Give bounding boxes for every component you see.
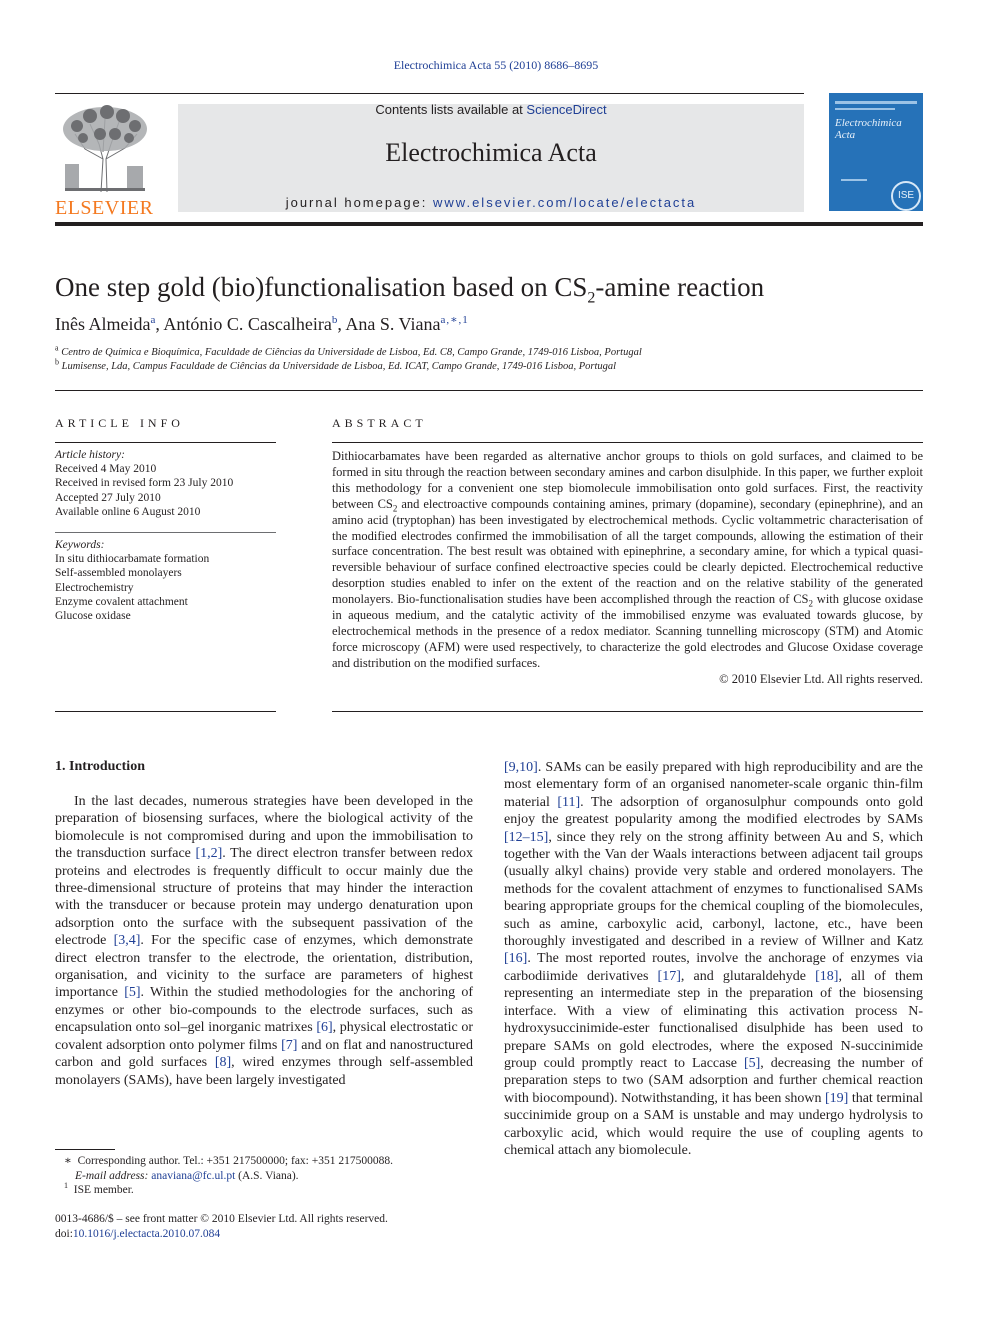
article-info-rule	[55, 442, 276, 443]
section-heading: 1. Introduction	[55, 759, 145, 774]
intro-left-column	[55, 793, 473, 1089]
reference-link[interactable]: [12–15]	[504, 829, 549, 845]
elsevier-tree-icon	[55, 104, 155, 194]
reference-link[interactable]: [11]	[557, 794, 581, 810]
cover-title: Electrochimica Acta	[835, 117, 902, 141]
elsevier-wordmark: ELSEVIER	[55, 197, 154, 219]
abstract-heading: ABSTRACT	[332, 416, 427, 430]
body-text: . Within the studied methodologies for the anchoring of enzymes or other bio-compounds to the electrode surfaces, such as encapsulation onto sol–gel inorganic matrixes	[55, 985, 473, 1036]
author-list: Inês Almeida$^a$, António C. Cascalheira$^b$, Ana S. Viana$^{a,∗,1}$	[55, 314, 469, 334]
sciencedirect-link[interactable]: ScienceDirect	[526, 102, 607, 117]
body-text: , all of them representing an intermediate step in the preparation of the biosensing interface. With a view of eliminating this activation process N-hydroxysuccinimide-ester functionalised disulphide has been used to prepare SAMs on gold electrodes, where the exposed N-succinimide group could promptly react to Laccase	[504, 968, 923, 1071]
header-rule	[55, 93, 804, 94]
history-item: Received in revised form 23 July 2010	[55, 477, 234, 490]
reference-link[interactable]: [1,2]	[195, 846, 223, 862]
journal-cover[interactable]	[829, 93, 923, 211]
email-link[interactable]: anaviana@fc.ul.pt	[151, 1169, 236, 1182]
abstract-text: Dithiocarbamates have been regarded as alternative anchor groups to thiols on gold surfaces, and claimed to be formed in situ through the reaction between secondary amines and carbon disulphide. In this paper, we further exploit this methodology for a convenient one step biomolecule immobilisation onto gold surfaces. First, the reactivity between $CS_2$ and electroactive compounds containing amines, primary (dopamine), secondary (epinephrine), and an amino acid (tryptophan) has been investigated by electrochemical methods. Cyclic voltammetric characterisation of the modified electrodes confirmed the immobilisation of all the target compounds, allowing the estimation of their surface concentration. The best result was obtained with epinephrine, a secondary amine, for which a typical quasi-reversible behaviour of surface confined electroactive species could be clearly depicted. Electrochemical reductive desorption studies enabled to infer on the extent of the reaction and on the relative stability of the generated monolayers. Bio-functionalisation studies have been accomplished through the reaction of $CS_2$ with glucose oxidase in aqueous medium, and the catalytic activity of the immobilised enzyme was evaluated towards glucose, by electrochemical methods in the presence of a redox mediator. Scanning tunnelling microscopy (STM) and Atomic force microscopy (AFM) were used respectively, to characterize the gold electrodes and Glucose Oxidase coverage and distribution on the modified surfaces. © 2010 Elsevier Ltd. All rights reserved.	[332, 449, 923, 686]
body-text: . The direct electron transfer between redox proteins and electrodes is frequently difficult to occur mainly due the three-dimensional structure of proteins that may hinder the interaction with the transducer or because protein may undergo denaturation upon adsorption onto the surface with the subsequent passivation of the electrode	[55, 846, 473, 949]
reference-link[interactable]: [5]	[743, 1055, 761, 1071]
reference-link[interactable]: [9,10]	[504, 760, 538, 775]
body-text: , decreasing the number of preparation steps to two (SAM adsorption and further chemical reaction with biocompound). Notwithstanding, it has been shown	[504, 1055, 923, 1106]
reference-link[interactable]: [18]	[815, 968, 839, 984]
reference-link[interactable]: [19]	[824, 1090, 849, 1106]
keyword: Electrochemistry	[55, 581, 134, 594]
history-item: Received 4 May 2010	[55, 463, 157, 476]
abstract-rule	[332, 442, 923, 443]
body-text: , since they rely on the strong affinity between Au and S, which together with the Van der Waals interactions between adjacent tail groups (usually alkyl chains) provide very stable and ordered monolayers. The methods for the covalent attachment of enzymes to functionalised SAMs bearing appropriate groups for the chemical coupling of the biomolecules, such as amine, carboxylic acid, carbonyl, lactone, etc., have been thoroughly investigated and described in a review of Willner and Katz	[504, 829, 923, 950]
affiliation-a: $^a$ Centro de Química e Bioquímica, Faculdade de Ciências da Universidade de Lisboa, Ed. C8, Campo Grande, 1749-016 Lisboa, Portugal	[55, 343, 642, 358]
history-item: Accepted 27 July 2010	[55, 491, 161, 504]
affiliation-rule	[55, 390, 923, 391]
body-text: . For the specific case of enzymes, which demonstrate direct electron transfer to the electrode, the orientation, distribution, organisation, and vicinity to the surface are parameters of highest importance	[55, 933, 474, 1001]
body-text: , and glutaraldehyde	[680, 968, 816, 984]
ise-badge-icon: ISE	[891, 181, 921, 211]
abstract-bottom-rule	[332, 711, 923, 712]
header-thick-rule	[55, 222, 923, 226]
author-name[interactable]: Inês Almeida	[55, 314, 151, 334]
keyword: Enzyme covalent attachment	[55, 595, 188, 608]
reference-link[interactable]: [5]	[124, 985, 141, 1001]
body-text: , wired enzymes through self-assembled monolayers (SAMs), have been largely investigated	[55, 1055, 473, 1088]
body-text: that terminal succinimide group on a SAM is unstable and may undergo hydrolysis to carboxylic acid, which would require the use of coupling agents to chemical attach any biomolecule.	[504, 1090, 923, 1158]
keywords-rule	[55, 532, 276, 533]
history-item: Available online 6 August 2010	[55, 505, 201, 518]
article-title: One step gold (bio)functionalisation based on $CS_2$-amine reaction	[55, 272, 765, 307]
reference-link[interactable]: [7]	[281, 1037, 298, 1053]
journal-homepage: journal homepage: www.elsevier.com/locate/electacta	[285, 195, 697, 210]
doi-link[interactable]: 10.1016/j.electacta.2010.07.084	[72, 1227, 221, 1240]
body-text: and on flat and nanostructured carbon and gold surfaces	[55, 1037, 473, 1071]
footnote-rule	[55, 1149, 115, 1150]
body-text: In the last decades, numerous strategies have been developed in the preparation of biosensing surfaces, where the biological activity of the biomolecule is not compromised during and upon the immobilisation to the transduction surface	[55, 794, 473, 862]
article-info-heading: ARTICLE INFO	[55, 416, 184, 430]
keyword: Glucose oxidase	[55, 610, 131, 623]
reference-link[interactable]: [6]	[316, 1020, 333, 1036]
contents-line: Contents lists available at ScienceDirect	[375, 102, 607, 117]
body-text: . The adsorption of organosulphur compounds onto gold enjoy the greatest popularity among the modified electrodes by SAMs	[504, 794, 923, 828]
homepage-link[interactable]: www.elsevier.com/locate/electacta	[433, 195, 697, 210]
body-text: . The most reported routes, involve the anchorage of enzymes via carbodiimide derivatives	[504, 951, 923, 984]
affiliation-b: $^b$ Lumisense, Lda, Campus Faculdade de Ciências da Universidade de Lisboa, Ed. ICAT, Campo Grande, 1749-016 Lisboa, Portugal	[55, 357, 617, 372]
article-history: Article history: Received 4 May 2010 Received in revised form 23 July 2010 Accepted 27 July 2010 Available online 6 August 2010	[55, 448, 276, 519]
keyword: Self-assembled monolayers	[55, 567, 182, 580]
reference-link[interactable]: [8]	[214, 1055, 232, 1071]
body-text: , physical electrostatic or covalent adsorption onto polymer films	[55, 1020, 473, 1053]
copyright-line: © 2010 Elsevier Ltd. All rights reserved.	[719, 671, 923, 686]
intro-right-column	[504, 759, 923, 1159]
journal-citation[interactable]: Electrochimica Acta 55 (2010) 8686–8695	[393, 58, 599, 72]
body-text: . SAMs can be easily prepared with high reproducibility and are the most elementary form of an organised nanometer-scale organic thin-film material	[504, 760, 923, 810]
keywords-list: Keywords: In situ dithiocarbamate formation Self-assembled monolayers Electrochemistry Enzyme covalent attachment Glucose oxidase	[55, 538, 276, 623]
elsevier-logo[interactable]	[55, 104, 155, 219]
reference-link[interactable]: [16]	[504, 951, 528, 967]
journal-title: Electrochimica Acta	[385, 138, 597, 167]
footnotes: ∗ Corresponding author. Tel.: +351 217500000; fax: +351 217500088. E-mail address: anaviana@fc.ul.pt (A.S. Viana). $^1$ ISE member.	[64, 1155, 393, 1196]
reference-link[interactable]: [17]	[657, 968, 681, 984]
article-info-bottom-rule	[55, 711, 276, 712]
front-matter: 0013-4686/$ – see front matter © 2010 Elsevier Ltd. All rights reserved. doi:10.1016/j.electacta.2010.07.084	[55, 1213, 388, 1240]
keyword: In situ dithiocarbamate formation	[55, 553, 210, 566]
author-name[interactable]: Ana S. Viana	[345, 314, 441, 334]
reference-link[interactable]: [3,4]	[113, 933, 141, 949]
author-name[interactable]: António C. Cascalheira	[163, 314, 332, 334]
